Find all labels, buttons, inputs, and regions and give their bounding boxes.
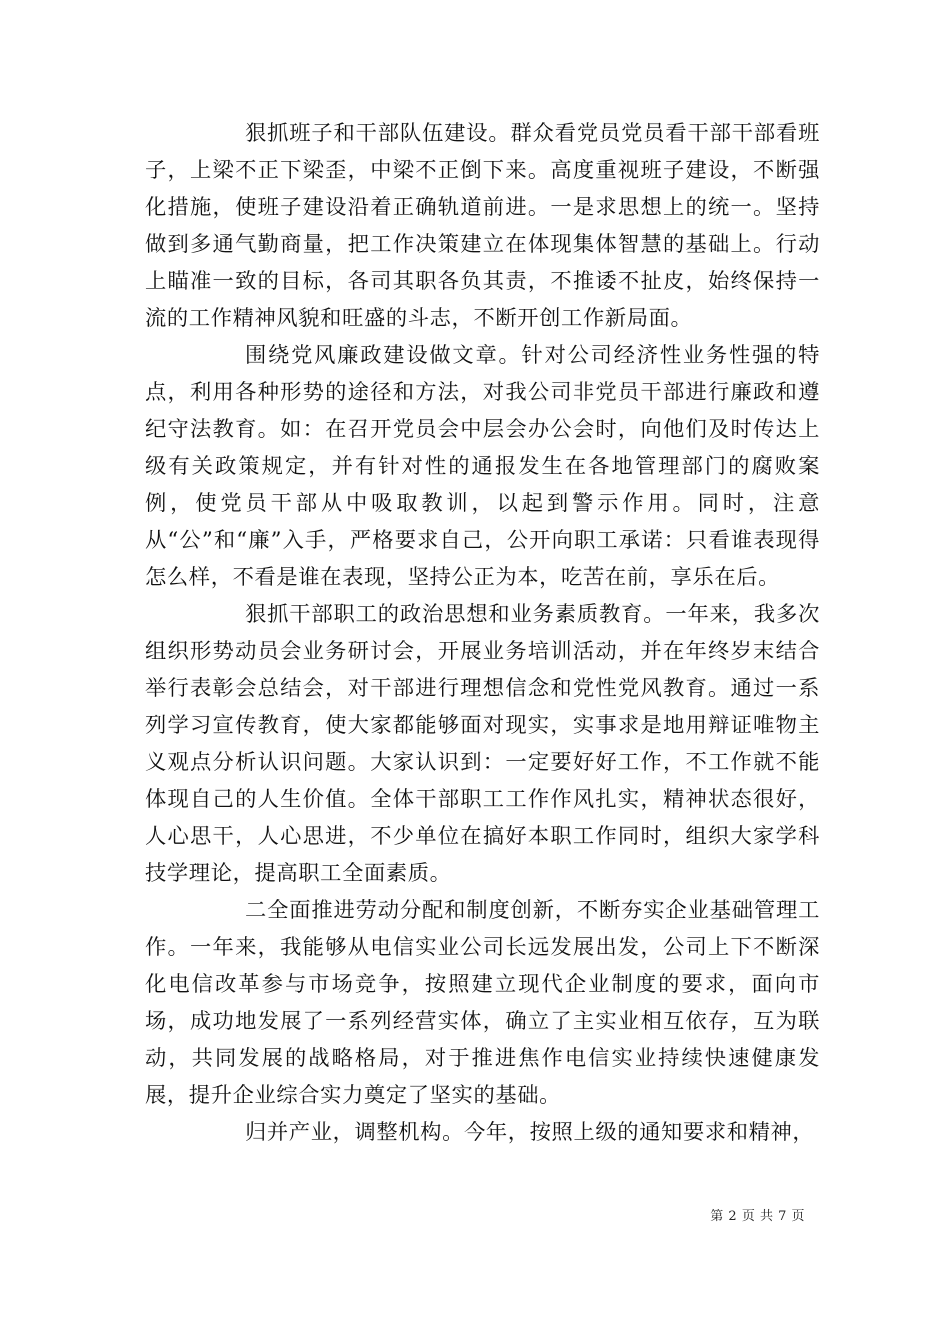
paragraph-political-education: 狠抓干部职工的政治思想和业务素质教育。一年来，我多次组织形势动员会业务研讨会，开展业务培训活动，并在年终岁末结合举行表彰会总结会，对干部进行理想信念和党性党风教育。通过一系列学习宣传教育，使大家都能够面对现实，实事求是地用辩证唯物主义观点分析认识问题。大家认识到：一定要好好工作，不工作就不能体现自己的人生价值。全体干部职工工作作风扎实，精神状态很好，人心思干，人心思进，不少单位在搞好本职工作同时，组织大家学科技学理论，提高职工全面素质。 — [145, 602, 820, 886]
paragraph-merge-industries: 归并产业，调整机构。今年，按照上级的通知要求和精神， — [245, 1120, 815, 1145]
paragraph-team-building: 狠抓班子和干部队伍建设。群众看党员党员看干部干部看班子，上梁不正下梁歪，中梁不正倒下来。高度重视班子建设，不断强化措施，使班子建设沿着正确轨道前进。一是求思想上的统一。坚持做到多通气勤商量，把工作决策建立在体现集体智慧的基础上。行动上瞄准一致的目标，各司其职各负其责，不推诿不扯皮，始终保持一流的工作精神风貌和旺盛的斗志，不断开创工作新局面。 — [145, 121, 820, 331]
page-number-footer: 第 2 页 共 7 页 — [710, 1209, 805, 1224]
paragraph-labor-distribution-reform: 二全面推进劳动分配和制度创新，不断夯实企业基础管理工作。一年来，我能够从电信实业公司长远发展出发，公司上下不断深化电信改革参与市场竞争，按照建立现代企业制度的要求，面向市场，成功地发展了一系列经营实体，确立了主实业相互依存，互为联动，共同发展的战略格局，对于推进焦作电信实业持续快速健康发展，提升企业综合实力奠定了坚实的基础。 — [145, 898, 820, 1108]
paragraph-integrity-construction: 围绕党风廉政建设做文章。针对公司经济性业务性强的特点，利用各种形势的途径和方法，对我公司非党员干部进行廉政和遵纪守法教育。如：在召开党员会中层会办公会时，向他们及时传达上级有关政策规定，并有针对性的通报发生在各地管理部门的腐败案例，使党员干部从中吸取教训，以起到警示作用。同时，注意从“公”和“廉”入手，严格要求自己，公开向职工承诺：只看谁表现得怎么样，不看是谁在表现，坚持公正为本，吃苦在前，享乐在后。 — [145, 343, 820, 590]
document-page — [145, 115, 820, 1151]
